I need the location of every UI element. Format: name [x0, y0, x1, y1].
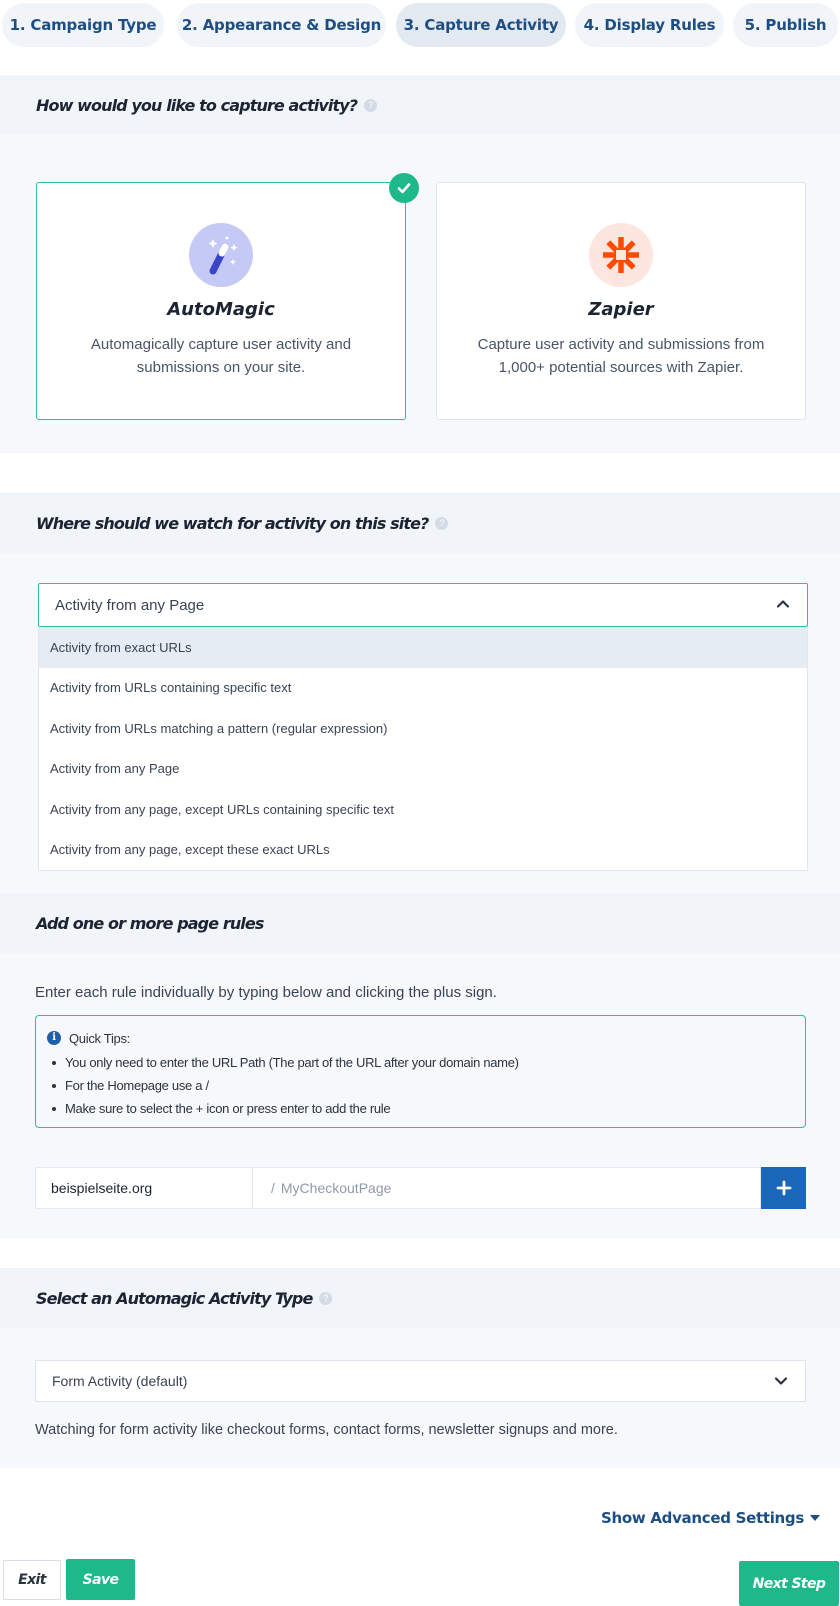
- tab-appearance-design[interactable]: 2. Appearance & Design: [177, 3, 386, 47]
- list-item: You only need to enter the URL Path (The part of the URL after your domain name): [51, 1051, 805, 1074]
- plus-icon: [776, 1180, 792, 1196]
- help-icon[interactable]: ?: [364, 99, 377, 112]
- url-path-input[interactable]: [253, 1167, 761, 1209]
- activity-type-section-title: Select an Automagic Activity Type: [36, 1288, 313, 1308]
- chevron-up-icon: [775, 596, 791, 612]
- help-icon[interactable]: ?: [319, 1292, 332, 1305]
- page-rules-section-header: [0, 893, 840, 953]
- automagic-title: AutoMagic: [167, 299, 275, 320]
- activity-type-select[interactable]: [35, 1360, 806, 1402]
- dropdown-option[interactable]: Activity from any page, except these exact URLs: [50, 842, 330, 858]
- list-item: For the Homepage use a /: [51, 1074, 805, 1097]
- add-rule-button[interactable]: [761, 1167, 806, 1209]
- zapier-description: Capture user activity and submissions from 1,000+ potential sources with Zapier.: [477, 336, 765, 376]
- location-select[interactable]: [38, 583, 808, 627]
- capture-section-header: [0, 75, 840, 135]
- quick-tips-box: [35, 1015, 806, 1128]
- tab-capture-activity[interactable]: 3. Capture Activity: [396, 3, 566, 47]
- activity-type-description: Watching for form activity like checkout forms, contact forms, newsletter signups and more.: [35, 1422, 618, 1438]
- quick-tips-title: Quick Tips:: [69, 1030, 130, 1046]
- dropdown-option[interactable]: Activity from exact URLs: [39, 627, 807, 668]
- checkmark-icon: [389, 173, 419, 203]
- magic-wand-icon: [189, 223, 253, 287]
- location-section-title: Where should we watch for activity on this site?: [36, 513, 429, 533]
- activity-type-value: Form Activity (default): [52, 1373, 188, 1389]
- tab-campaign-type[interactable]: 1. Campaign Type: [2, 3, 164, 47]
- quick-tips-list: [47, 1051, 805, 1120]
- location-section-header: [0, 493, 840, 553]
- info-icon: i: [47, 1031, 61, 1045]
- advanced-settings-link[interactable]: [601, 1509, 820, 1527]
- page-rules-section-title: Add one or more page rules: [36, 913, 264, 933]
- zapier-card[interactable]: [436, 182, 806, 420]
- list-item: Make sure to select the + icon or press enter to add the rule: [51, 1097, 805, 1120]
- dropdown-option[interactable]: Activity from any Page: [50, 761, 180, 777]
- url-path-placeholder: MyCheckoutPage: [280, 1180, 392, 1196]
- tab-display-rules[interactable]: 4. Display Rules: [575, 3, 724, 47]
- page-rules-instruction: Enter each rule individually by typing below and clicking the plus sign.: [35, 984, 497, 1001]
- save-button[interactable]: Save: [66, 1559, 135, 1600]
- location-dropdown: [38, 627, 808, 871]
- zapier-logo-icon: [589, 223, 653, 287]
- path-separator: /: [271, 1180, 275, 1196]
- automagic-card[interactable]: [36, 182, 406, 420]
- location-select-value: Activity from any Page: [55, 596, 205, 614]
- dropdown-option[interactable]: Activity from URLs containing specific text: [50, 680, 292, 696]
- activity-type-section-header: [0, 1268, 840, 1328]
- tab-publish[interactable]: 5. Publish: [733, 3, 838, 47]
- url-rule-row: [35, 1167, 806, 1209]
- caret-down-icon: [810, 1515, 820, 1521]
- dropdown-option[interactable]: Activity from URLs matching a pattern (regular expression): [50, 720, 388, 736]
- zapier-title: Zapier: [588, 299, 654, 320]
- help-icon[interactable]: ?: [435, 517, 448, 530]
- exit-button[interactable]: Exit: [3, 1560, 61, 1600]
- automagic-description: Automagically capture user activity and submissions on your site.: [90, 336, 352, 376]
- chevron-down-icon: [773, 1373, 789, 1389]
- advanced-settings-label: Show Advanced Settings: [600, 1509, 804, 1527]
- domain-label: beispielseite.org: [35, 1167, 253, 1209]
- next-step-button[interactable]: Next Step: [739, 1561, 839, 1606]
- capture-section-title: How would you like to capture activity?: [36, 95, 358, 115]
- wizard-tabs: [0, 0, 840, 52]
- dropdown-option[interactable]: Activity from any page, except URLs containing specific text: [50, 801, 394, 817]
